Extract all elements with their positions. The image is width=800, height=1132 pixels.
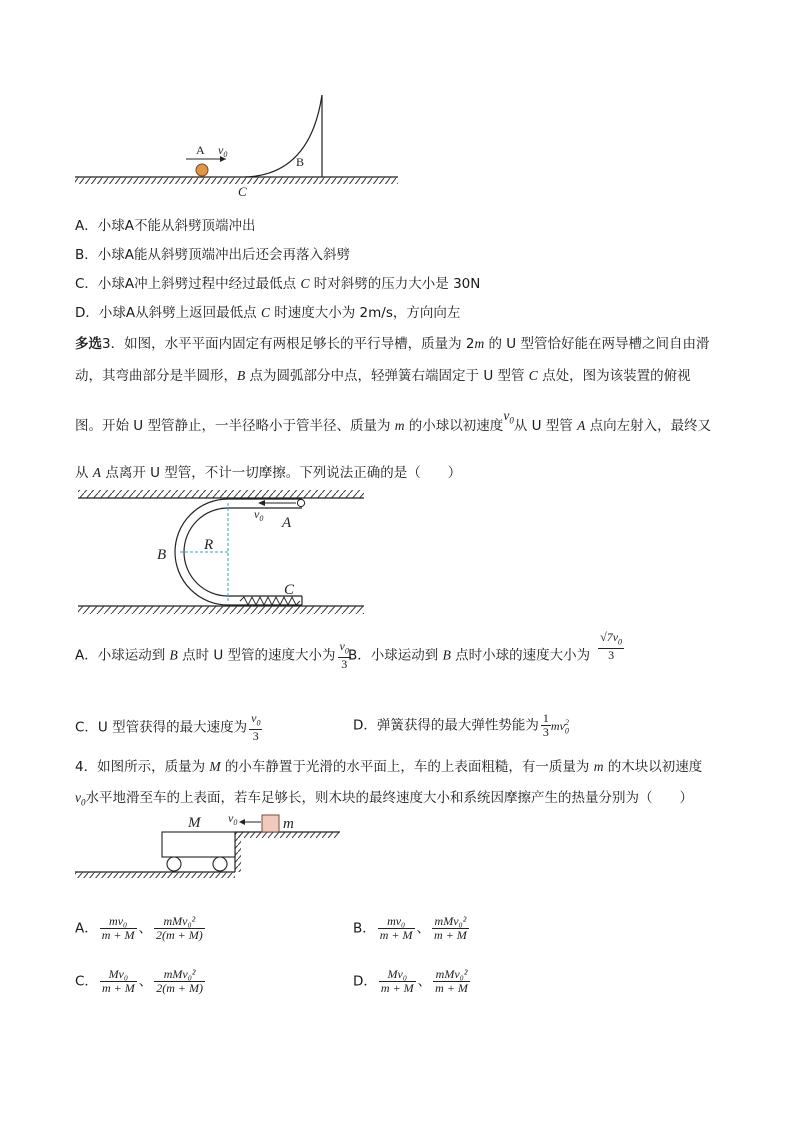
spring xyxy=(240,597,300,605)
q3-option-b[interactable] xyxy=(348,630,624,671)
q4-option-a[interactable] xyxy=(75,915,205,942)
label-a: A xyxy=(282,515,292,531)
text: 动，其弯曲部分是半圆形， xyxy=(75,368,237,384)
fraction: $\frac{\text{mMv₀²}}{2(m + M)}$ xyxy=(156,967,203,995)
var: M xyxy=(209,759,221,774)
text: 时对斜劈的压力大小是 30N xyxy=(313,276,481,292)
platform-hatch xyxy=(238,832,340,838)
q3-line-1 xyxy=(75,334,709,354)
label-v0: $v_0$ xyxy=(228,811,238,827)
text: 点为圆弧部分中点，轻弹簧右端固定于 U 型管 xyxy=(245,368,529,384)
var: A xyxy=(577,418,586,433)
fraction: $\frac{\text{Mv₀}}{m + M}$ xyxy=(101,967,135,995)
label-b: B xyxy=(296,155,305,169)
var-v0: $v_0$ xyxy=(75,790,86,808)
text: 图。开始 U 型管静止，一半径略小于管半径、质量为 xyxy=(75,418,395,434)
text: A．小球运动到 xyxy=(75,647,170,664)
label-c: C xyxy=(284,582,295,598)
fraction: $\frac{v_0}{3}$ xyxy=(251,711,261,744)
text: D．小球A从斜劈上返回最低点 xyxy=(75,305,257,321)
separator: 、 xyxy=(138,920,153,937)
figure-ball-wedge xyxy=(60,90,410,200)
var-v0: $v_0$ xyxy=(503,408,514,426)
var: A xyxy=(92,465,102,480)
var: m xyxy=(394,418,405,433)
q4-option-d[interactable] xyxy=(353,968,470,995)
q2-option-b[interactable]: B．小球A能从斜劈顶端冲出后还会再落入斜劈 xyxy=(75,247,350,263)
bottom-rail-hatch xyxy=(78,606,364,614)
label-c: C xyxy=(238,184,247,199)
q2-option-a[interactable]: A．小球A不能从斜劈顶端冲出 xyxy=(75,218,256,234)
fraction: $\frac{v_0}{3}$ xyxy=(339,639,349,672)
ground-hatch xyxy=(75,872,235,878)
option-label: A． xyxy=(75,920,98,937)
q3-line-3 xyxy=(75,408,712,441)
text: 的 U 型管恰好能在两导槽之间自由滑 xyxy=(484,336,710,352)
q3-option-c[interactable] xyxy=(75,712,262,743)
label-b: B xyxy=(157,547,167,563)
fraction: $\frac{\text{mMv₀²}}{m + M}$ xyxy=(434,914,467,942)
wedge-curve xyxy=(245,95,322,177)
figure-cart-block xyxy=(70,810,360,882)
wall-hatch xyxy=(235,832,241,872)
fraction: $\frac{\text{mv₀}}{m + M}$ xyxy=(101,914,135,942)
label-v0: $v_0$ xyxy=(254,507,264,523)
text: 点时小球的速度大小为 xyxy=(450,647,591,664)
label-m: m xyxy=(283,816,294,832)
text: C．小球A冲上斜劈过程中经过最低点 xyxy=(75,276,297,292)
text: D．弹簧获得的最大弹性势能为 xyxy=(353,717,539,734)
ball xyxy=(297,499,304,506)
var: m xyxy=(474,336,485,351)
fraction: $\frac{1}{3}$ xyxy=(542,711,549,739)
text: 从 xyxy=(75,465,93,481)
var: C xyxy=(528,368,538,383)
var: $mv_0^2$ xyxy=(550,717,569,735)
q2-option-d[interactable] xyxy=(75,303,460,323)
text: 时速度大小为 2m/s，方向向左 xyxy=(274,305,461,321)
separator: 、 xyxy=(138,973,153,990)
text: 的小球以初速度 xyxy=(404,418,504,434)
text: 点时 U 型管的速度大小为 xyxy=(177,647,336,664)
cart-wheel-left xyxy=(167,857,181,871)
text: 的小车静置于光滑的水平面上，车的上表面粗糙，有一质量为 xyxy=(220,759,594,775)
q3-line-2 xyxy=(75,366,691,386)
text: 点离开 U 型管，不计一切摩擦。下列说法正确的是（ ） xyxy=(101,465,462,481)
var: B xyxy=(169,647,178,663)
text: 4．如图所示，质量为 xyxy=(75,759,210,775)
text: 3．如图，水平平面内固定有两根足够长的平行导槽，质量为 2 xyxy=(102,336,475,352)
ball-a xyxy=(196,164,208,176)
velocity-arrow-head xyxy=(239,819,245,825)
label-a: A xyxy=(196,143,205,157)
text: 点向左射入，最终又 xyxy=(585,418,712,434)
ground-hatch xyxy=(75,177,398,184)
separator: 、 xyxy=(416,920,431,937)
fraction: $\frac{\text{Mv₀}}{m + M}$ xyxy=(380,967,414,995)
text: C．U 型管获得的最大速度为 xyxy=(75,719,248,736)
text: 点处，图为该装置的俯视 xyxy=(537,368,691,384)
label-M: M xyxy=(188,815,201,831)
text: 从 U 型管 xyxy=(513,418,578,434)
label-r: R xyxy=(204,537,214,553)
var: B xyxy=(237,368,246,383)
fraction: $\frac{\text{mMv₀²}}{m + M}$ xyxy=(435,967,468,995)
block-m xyxy=(262,815,279,832)
velocity-arrow-head xyxy=(258,500,265,506)
text: 的木块以初速度 xyxy=(603,759,703,775)
fraction: $\frac{√7v_0}{3}$ xyxy=(600,630,623,663)
text: 水平地滑至车的上表面，若车足够长，则木块的最终速度大小和系统因摩擦产生的热量分别为（ ） xyxy=(85,790,693,806)
q4-line-2 xyxy=(75,788,693,813)
cart-body xyxy=(162,832,235,857)
q3-option-d[interactable] xyxy=(353,712,569,741)
q3-option-a[interactable] xyxy=(75,640,355,671)
separator: 、 xyxy=(417,973,432,990)
cart-wheel-right xyxy=(213,857,227,871)
q4-option-b[interactable] xyxy=(353,915,469,942)
q3-line-4 xyxy=(75,463,461,483)
q4-option-c[interactable] xyxy=(75,968,205,995)
option-label: B． xyxy=(353,920,376,937)
label-v0: $v_0$ xyxy=(218,143,228,159)
fraction: $\frac{\text{mv₀}}{m + M}$ xyxy=(379,914,413,942)
option-label: C． xyxy=(75,973,98,990)
var: B xyxy=(442,647,451,663)
text: B．小球运动到 xyxy=(348,647,443,664)
fraction: $\frac{\text{mMv₀²}}{2(m + M)}$ xyxy=(156,914,203,942)
q2-option-c[interactable] xyxy=(75,274,480,294)
multi-select-tag: 多选 xyxy=(75,336,102,352)
var: C xyxy=(260,305,270,320)
option-label: D． xyxy=(353,973,377,990)
q4-line-1 xyxy=(75,757,702,777)
top-rail-hatch xyxy=(78,490,364,498)
var: m xyxy=(593,759,604,774)
var: C xyxy=(300,276,310,291)
figure-u-tube xyxy=(70,485,370,620)
